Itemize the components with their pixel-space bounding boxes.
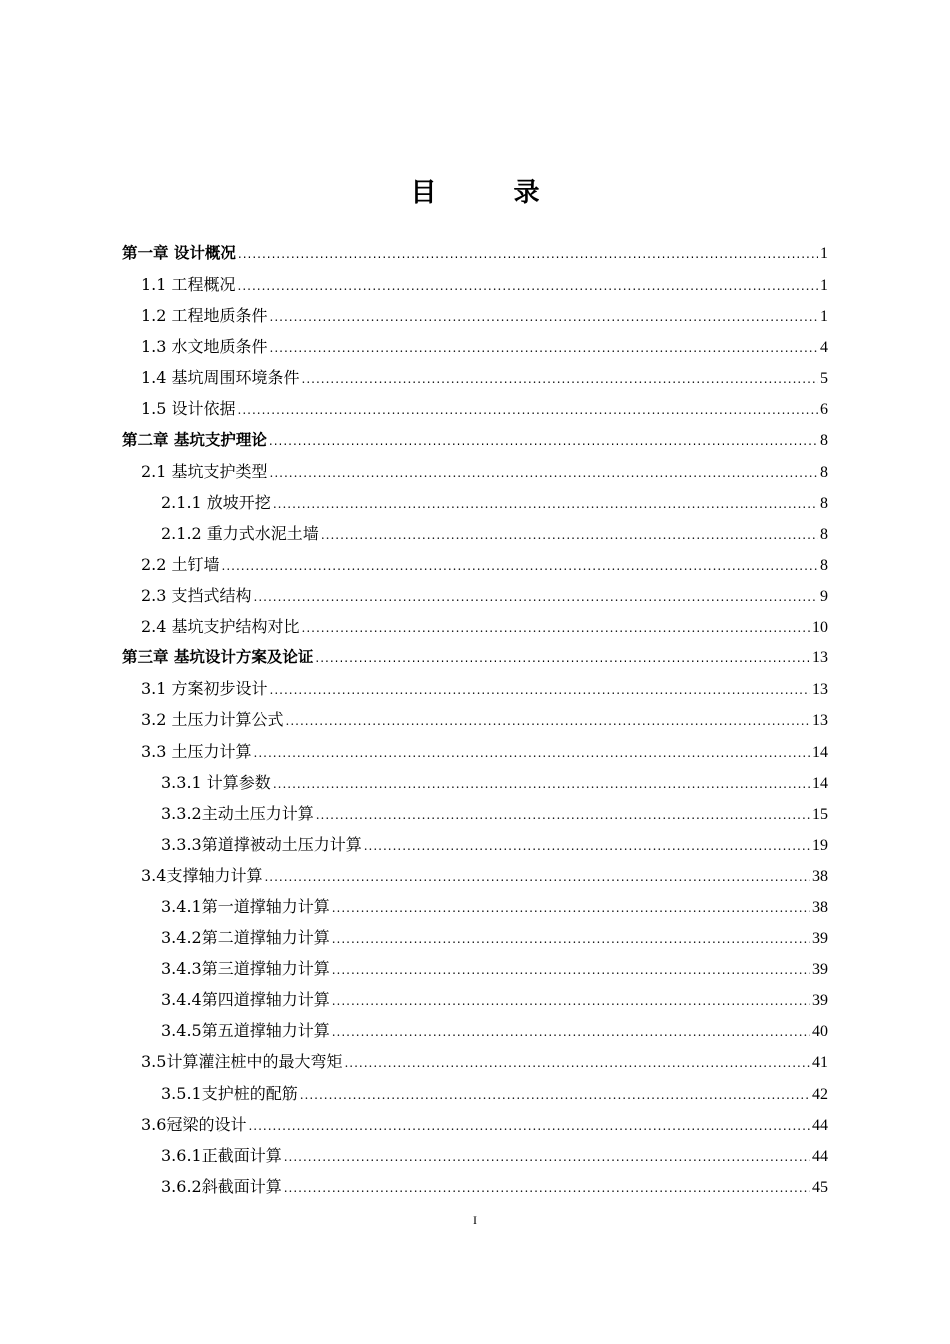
toc-entry-chapter-3[interactable] — [122, 642, 828, 673]
toc-entry-page: 42 — [812, 1085, 828, 1103]
toc-entry-page: 39 — [812, 930, 828, 948]
dot-leader — [269, 425, 818, 457]
dot-leader — [344, 1046, 810, 1079]
dot-leader — [302, 362, 818, 395]
toc-entry-label: 1.1 工程概况 — [141, 275, 236, 295]
toc-entry-1-3[interactable] — [122, 331, 828, 362]
toc-entry-label: 2.3 支挡式结构 — [141, 586, 252, 606]
toc-entry-1-4[interactable] — [122, 362, 828, 393]
dot-leader — [254, 580, 818, 613]
toc-entry-2-4[interactable] — [122, 611, 828, 642]
toc-entry-label: 第一章 设计概况 — [122, 244, 236, 262]
toc-entry-page: 8 — [820, 494, 828, 512]
toc-entry-label: 1.5 设计依据 — [141, 399, 236, 419]
toc-entry-label: 3.4.2第二道撑轴力计算 — [161, 928, 330, 948]
toc-entry-page: 44 — [812, 1116, 828, 1134]
toc-entry-page: 13 — [812, 681, 828, 699]
toc-entry-label: 3.1 方案初步设计 — [141, 679, 268, 699]
toc-entry-page: 45 — [812, 1178, 828, 1196]
toc-entry-label: 3.6.2斜截面计算 — [161, 1176, 282, 1196]
toc-entry-page: 1 — [820, 277, 828, 295]
toc-entry-2-2[interactable] — [122, 549, 828, 580]
toc-entry-page: 5 — [820, 370, 828, 388]
toc-entry-2-3[interactable] — [122, 580, 828, 611]
dot-leader — [332, 922, 810, 955]
toc-entry-3-4-3[interactable] — [122, 953, 828, 984]
dot-leader — [316, 798, 810, 831]
toc-entry-page: 14 — [812, 743, 828, 761]
toc-entry-3-5[interactable] — [122, 1046, 828, 1077]
dot-leader — [238, 238, 818, 270]
toc-entry-page: 1 — [820, 245, 828, 262]
toc-entry-label: 3.3 土压力计算 — [141, 741, 252, 761]
dot-leader — [321, 518, 818, 551]
dot-leader — [222, 549, 818, 582]
toc-entry-label: 3.4.1第一道撑轴力计算 — [161, 896, 330, 916]
page-number: I — [473, 1213, 477, 1227]
toc-entry-page: 41 — [812, 1054, 828, 1072]
dot-leader — [264, 860, 810, 893]
toc-entry-page: 15 — [812, 805, 828, 823]
toc-entry-page: 38 — [812, 867, 828, 885]
table-of-contents — [122, 238, 828, 1202]
toc-entry-3-4-2[interactable] — [122, 922, 828, 953]
toc-entry-2-1[interactable] — [122, 456, 828, 487]
dot-leader — [273, 767, 810, 800]
toc-entry-1-5[interactable] — [122, 393, 828, 424]
toc-entry-page: 14 — [812, 774, 828, 792]
toc-entry-2-1-2[interactable] — [122, 518, 828, 549]
dot-leader — [284, 1140, 810, 1173]
toc-entry-page: 6 — [820, 401, 828, 419]
toc-entry-label: 2.1.2 重力式水泥土墙 — [161, 523, 319, 543]
toc-entry-label: 3.4.5第五道撑轴力计算 — [161, 1021, 330, 1041]
page-title: 目 录 — [410, 178, 574, 208]
dot-leader — [270, 673, 810, 706]
toc-entry-label: 3.6冠梁的设计 — [141, 1114, 247, 1134]
toc-entry-page: 13 — [812, 712, 828, 730]
toc-entry-3-4[interactable] — [122, 860, 828, 891]
toc-entry-page: 1 — [820, 308, 828, 326]
dot-leader — [270, 456, 818, 489]
toc-entry-label: 3.5.1支护桩的配筋 — [161, 1083, 298, 1103]
toc-entry-3-6-1[interactable] — [122, 1140, 828, 1171]
dot-leader — [286, 704, 810, 737]
toc-entry-3-6-2[interactable] — [122, 1171, 828, 1202]
toc-entry-3-3-1[interactable] — [122, 767, 828, 798]
dot-leader — [315, 642, 810, 674]
toc-entry-page: 19 — [812, 836, 828, 854]
toc-entry-label: 3.2 土压力计算公式 — [141, 710, 284, 730]
dot-leader — [270, 331, 818, 364]
toc-entry-page: 39 — [812, 992, 828, 1010]
toc-entry-label: 3.6.1正截面计算 — [161, 1145, 282, 1165]
toc-entry-3-5-1[interactable] — [122, 1078, 828, 1109]
toc-entry-label: 3.3.2主动土压力计算 — [161, 803, 314, 823]
toc-entry-3-4-1[interactable] — [122, 891, 828, 922]
toc-entry-label: 2.4 基坑支护结构对比 — [141, 617, 300, 637]
toc-entry-label: 第三章 基坑设计方案及论证 — [122, 648, 314, 667]
toc-entry-chapter-2[interactable] — [122, 425, 828, 456]
toc-entry-label: 1.4 基坑周围环境条件 — [141, 368, 300, 388]
dot-leader — [254, 736, 810, 769]
dot-leader — [284, 1171, 810, 1204]
toc-entry-label: 2.1.1 放坡开挖 — [161, 492, 271, 512]
toc-entry-page: 38 — [812, 898, 828, 916]
toc-entry-2-1-1[interactable] — [122, 487, 828, 518]
toc-entry-label: 3.4.3第三道撑轴力计算 — [161, 959, 330, 979]
toc-entry-3-4-4[interactable] — [122, 984, 828, 1015]
toc-entry-label: 2.1 基坑支护类型 — [141, 461, 268, 481]
toc-entry-page: 4 — [820, 339, 828, 357]
dot-leader — [273, 487, 818, 520]
toc-entry-label: 3.4支撑轴力计算 — [141, 865, 263, 885]
toc-entry-3-3-3[interactable] — [122, 829, 828, 860]
dot-leader — [238, 393, 818, 426]
dot-leader — [364, 829, 810, 862]
toc-entry-page: 10 — [812, 619, 828, 637]
dot-leader — [332, 1015, 810, 1048]
toc-entry-page: 8 — [820, 431, 828, 449]
dot-leader — [248, 1109, 810, 1142]
toc-entry-3-2[interactable] — [122, 704, 828, 735]
toc-entry-1-1[interactable] — [122, 269, 828, 300]
toc-entry-page: 40 — [812, 1023, 828, 1041]
toc-entry-label: 3.5计算灌注桩中的最大弯矩 — [141, 1052, 343, 1072]
toc-entry-3-4-5[interactable] — [122, 1015, 828, 1046]
toc-entry-3-1[interactable] — [122, 673, 828, 704]
toc-entry-3-3[interactable] — [122, 736, 828, 767]
toc-entry-page: 39 — [812, 961, 828, 979]
toc-entry-label: 1.2 工程地质条件 — [141, 306, 268, 326]
toc-entry-label: 3.3.3第道撑被动土压力计算 — [161, 834, 362, 854]
dot-leader — [238, 269, 818, 302]
dot-leader — [270, 300, 818, 333]
dot-leader — [302, 611, 810, 644]
toc-entry-page: 8 — [820, 463, 828, 481]
toc-entry-label: 第二章 基坑支护理论 — [122, 430, 267, 449]
toc-entry-1-2[interactable] — [122, 300, 828, 331]
toc-entry-page: 8 — [820, 556, 828, 574]
toc-entry-chapter-1[interactable] — [122, 238, 828, 269]
dot-leader — [332, 953, 810, 986]
toc-entry-page: 13 — [812, 649, 828, 667]
dot-leader — [332, 984, 810, 1017]
toc-entry-page: 8 — [820, 525, 828, 543]
toc-entry-label: 1.3 水文地质条件 — [141, 337, 268, 357]
toc-entry-page: 44 — [812, 1147, 828, 1165]
toc-entry-3-3-2[interactable] — [122, 798, 828, 829]
toc-entry-label: 3.4.4第四道撑轴力计算 — [161, 990, 330, 1010]
toc-entry-page: 9 — [820, 588, 828, 606]
dot-leader — [332, 891, 810, 924]
toc-entry-label: 3.3.1 计算参数 — [161, 772, 271, 792]
dot-leader — [300, 1078, 810, 1111]
toc-entry-label: 2.2 土钉墙 — [141, 554, 220, 574]
toc-entry-3-6[interactable] — [122, 1109, 828, 1140]
